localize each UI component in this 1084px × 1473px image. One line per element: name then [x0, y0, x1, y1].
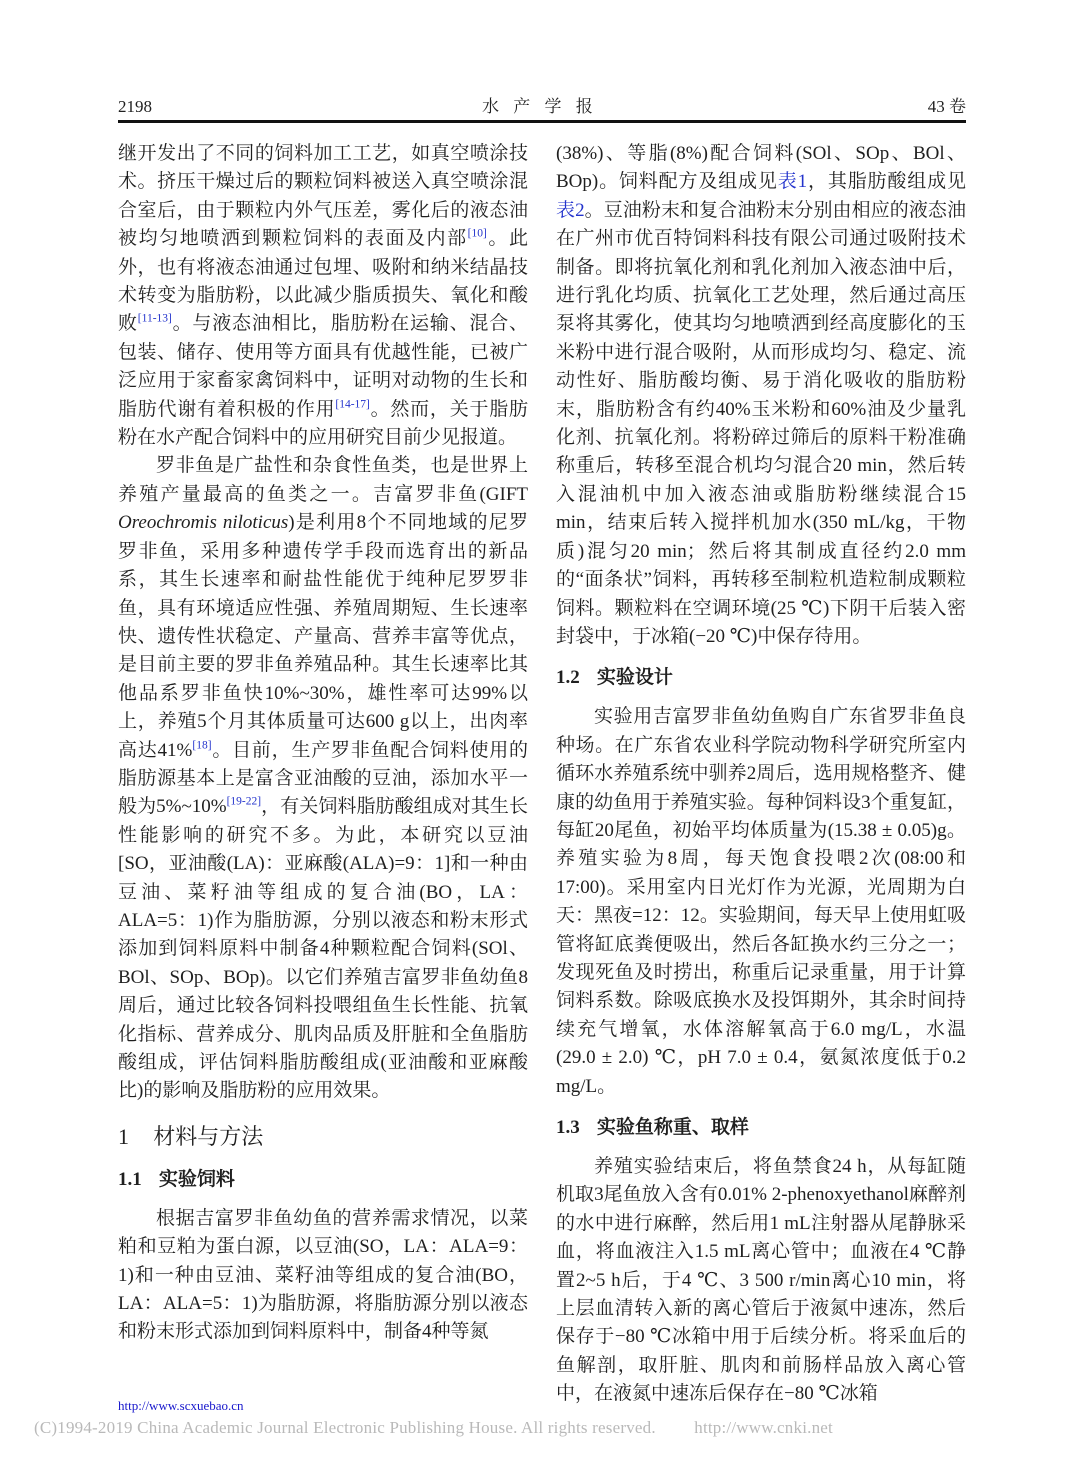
cnki-link: http://www.cnki.net: [694, 1418, 833, 1437]
species-name-italic: Oreochromis niloticus: [118, 512, 289, 534]
subsection-heading: [556, 664, 966, 692]
reference-citation-link[interactable]: [18]: [192, 739, 212, 752]
text-column-right: [556, 140, 966, 1409]
text-run: 继开发出了不同的饲料加工工艺，如真空喷涂技术。挤压干燥过后的颗粒饲料被送入真空喷涂混合室后，由于颗粒内外气压差，雾化后的液态油被均匀地喷洒到颗粒饲料的表面及内部: [118, 143, 528, 250]
heading-number: 1.1: [118, 1168, 142, 1190]
reference-citation-link[interactable]: [19-22]: [226, 796, 262, 809]
reference-citation-link[interactable]: [11-13]: [137, 313, 172, 326]
section-heading: [118, 1122, 528, 1152]
text-column-left: [118, 140, 528, 1347]
heading-title: 实验鱼称重、取样: [596, 1117, 749, 1138]
page-header: [118, 92, 966, 117]
paragraph: [556, 1153, 966, 1409]
text-run: ，其脂肪酸组成见: [807, 171, 966, 193]
reference-citation-link[interactable]: [14-17]: [335, 398, 370, 411]
heading-number: 1: [118, 1123, 129, 1149]
text-run: ，有关饲料脂肪酸组成对其生长性能影响的研究不多。为此，本研究以豆油[SO，亚油酸(LA)：亚麻酸(ALA)=9：1]和一种由豆油、菜籽油等组成的复合油(BO，LA：ALA=5：1)作为脂肪源，分别以液态和粉末形式添加到饲料原料中制备4种颗粒配合饲料(SOl、BOl、SOp、BOp)。以它们养殖吉富罗非鱼幼鱼8周后，通过比较各饲料投喂组鱼生长性能、抗氧化指标、营养成分、肌肉品质及肝脏和全鱼脂肪酸组成，评估饲料脂肪酸组成(亚油酸和亚麻酸比)的影响及脂肪粉的应用效果。: [118, 796, 528, 1102]
text-run: (38%)、等脂(8%)配合饲料(SOl、SOp、BOl、BOp)。饲料配方及组成见: [556, 143, 966, 193]
paragraph: [118, 1205, 528, 1347]
heading-number: 1.3: [556, 1117, 580, 1138]
paragraph: [118, 452, 528, 1105]
subsection-heading: [556, 1114, 966, 1142]
table-crossref-link[interactable]: 表2: [556, 199, 585, 221]
text-run: 。与液态油相比，脂肪粉在运输、混合、包装、储存、使用等方面具有优越性能，已被广泛应用于家畜家禽饲料中，证明对动物的生长和脂肪代谢有着积极的作用: [118, 313, 528, 420]
journal-title: 水 产 学 报: [482, 97, 598, 116]
volume-label: 43 卷: [927, 97, 966, 116]
heading-title: 实验设计: [596, 667, 673, 689]
page-number: 2198: [118, 97, 152, 116]
copyright-line: [34, 1418, 1054, 1438]
paragraph: [118, 140, 528, 452]
text-run: 实验用吉富罗非鱼幼鱼购自广东省罗非鱼良种场。在广东省农业科学院动物科学研究所室内循环水养殖系统中驯养2周后，选用规格整齐、健康的幼鱼用于养殖实验。每种饲料设3个重复缸，每缸20尾鱼，初始平均体质量为(15.38 ± 0.05)g。养殖实验为8周，每天饱食投喂2次(08:00和17:00)。采用室内日光灯作为光源，光周期为白天：黑夜=12：12。实验期间，每天早上使用虹吸管将缸底粪便吸出，然后各缸换水约三分之一；发现死鱼及时捞出，称重后记录重量，用于计算饲料系数。除吸底换水及投饵期外，其余时间持续充气增氧，水体溶解氧高于6.0 mg/L，水温(29.0 ± 2.0) ℃，pH 7.0 ± 0.4，氨氮浓度低于0.2 mg/L。: [556, 706, 966, 1097]
table-crossref-link[interactable]: 表1: [777, 171, 808, 193]
paragraph: [556, 140, 966, 651]
paragraph: [556, 703, 966, 1101]
text-run: 。豆油粉末和复合油粉末分别由相应的液态油在广州市优百特饲料科技有限公司通过吸附技术制备。即将抗氧化剂和乳化剂加入液态油中后，进行乳化均质、抗氧化工艺处理，然后通过高压泵将其雾化，使其均匀地喷洒到经高度膨化的玉米粉中进行混合吸附，从而形成均匀、稳定、流动性好、脂肪酸均衡、易于消化吸收的脂肪粉末，脂肪粉含有约40%玉米粉和60%油及少量乳化剂、抗氧化剂。将粉碎过筛后的原料干粉准确称重后，转移至混合机均匀混合20 min，然后转入混油机中加入液态油或脂肪粉继续混合15 min，结束后转入搅拌机加水(350 mL/kg，干物质)混匀20 min；然后将其制成直径约2.0 mm的“面条状”饲料，再转移至制粒机造粒制成颗粒饲料。颗粒料在空调环境(25 ℃)下阴干后装入密封袋中，于冰箱(−20 ℃)中保存待用。: [556, 199, 966, 647]
scxuebao-site-link[interactable]: http://www.scxuebao.cn: [118, 1398, 244, 1413]
subsection-heading: [118, 1166, 528, 1194]
copyright-text: (C)1994-2019 China Academic Journal Electronic Publishing House. All rights reserved.: [34, 1418, 656, 1437]
heading-title: 实验饲料: [158, 1168, 235, 1190]
text-run: 养殖实验结束后，将鱼禁食24 h，从每缸随机取3尾鱼放入含有0.01% 2-phenoxyethanol麻醉剂的水中进行麻醉，然后用1 mL注射器从尾静脉采血，将血液注入1.5 mL离心管中；血液在4 ℃静置2~5 h后，于4 ℃、3 500 r/min离心10 min，将上层血清转入新的离心管后于液氮中速冻，然后保存于−80 ℃冰箱中用于后续分析。将采血后的鱼解剖，取肝脏、肌肉和前肠样品放入离心管中，在液氮中速冻后保存在−80 ℃冰箱: [556, 1156, 966, 1405]
header-rule: [118, 120, 966, 123]
text-run: 。目前，生产罗非鱼配合饲料使用的脂肪源基本上是富含亚油酸的豆油，添加水平一般为5%~10%: [118, 739, 528, 818]
text-run: 罗非鱼是广盐性和杂食性鱼类，也是世界上养殖产量最高的鱼类之一。吉富罗非鱼(GIFT: [118, 455, 528, 505]
text-run: )是利用8个不同地域的尼罗罗非鱼，采用多种遗传学手段而选育出的新品系，其生长速率和耐盐性能优于纯种尼罗罗非鱼，具有环境适应性强、养殖周期短、生长速率快、遗传性状稳定、产量高、营养丰富等优点，是目前主要的罗非鱼养殖品种。其生长速率比其他品系罗非鱼快10%~30%，雄性率可达99%以上，养殖5个月其体质量可达600 g以上，出肉率高达41%: [118, 512, 528, 761]
heading-number: 1.2: [556, 667, 580, 689]
text-run: 根据吉富罗非鱼幼鱼的营养需求情况，以菜粕和豆粕为蛋白源，以豆油(SO，LA：ALA=9：1)和一种由豆油、菜籽油等组成的复合油(BO，LA：ALA=5：1)为脂肪源，将脂肪源分别以液态和粉末形式添加到饲料原料中，制备4种等氮: [118, 1207, 528, 1343]
reference-citation-link[interactable]: [10]: [467, 227, 487, 240]
text-run: 。此外，也有将液态油通过包埋、吸附和纳米结晶技术转变为脂肪粉，以此减少脂质损失、氧化和酸败: [118, 228, 528, 335]
heading-title: 材料与方法: [153, 1123, 264, 1149]
text-run: 。然而，关于脂肪粉在水产配合饲料中的应用研究目前少见报道。: [118, 398, 528, 449]
